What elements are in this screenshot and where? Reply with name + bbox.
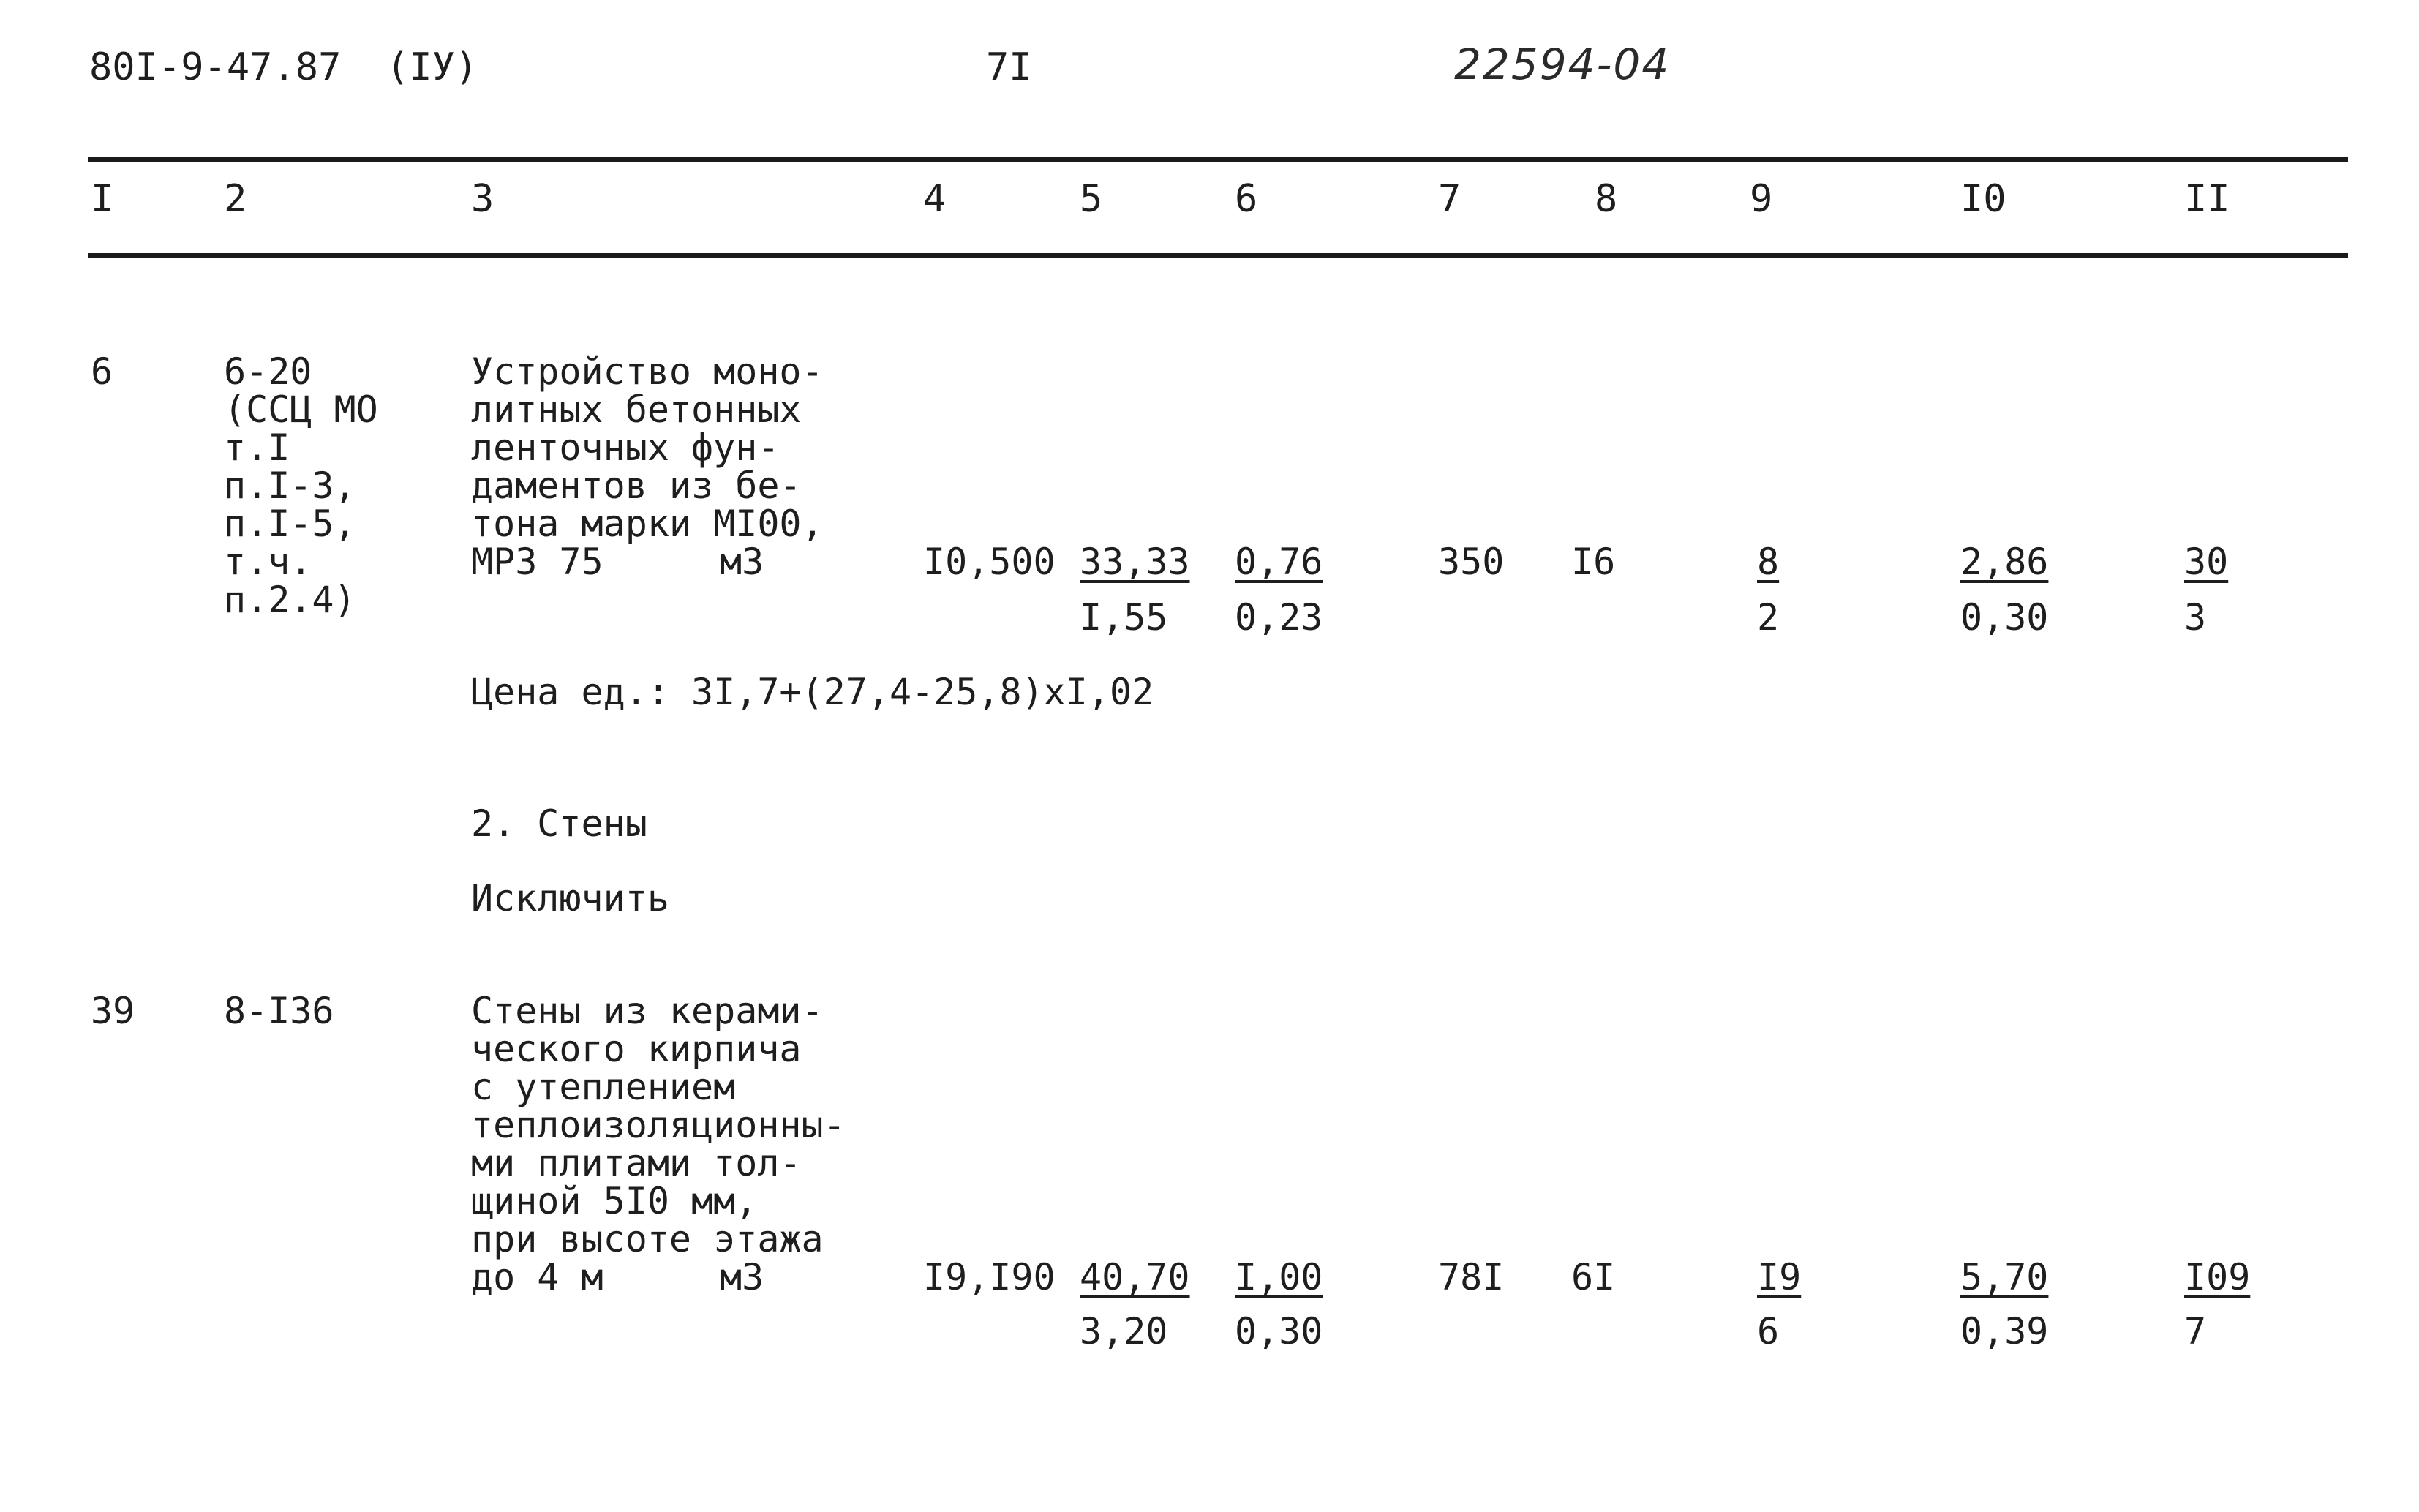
total-cost: 78I [1438, 1256, 1505, 1298]
column-number: II [2184, 177, 2230, 221]
volume-number: (IУ) [386, 45, 478, 89]
page-number: 7I [986, 45, 1032, 89]
unit: м3 [720, 541, 764, 583]
labor-total: 30 [2184, 541, 2229, 583]
quantity: I9,I90 [923, 1256, 1056, 1298]
total-cost: 350 [1438, 541, 1505, 583]
unit-cost-wages: I,55 [1080, 596, 1168, 639]
column-number: 6 [1235, 177, 1258, 221]
section-action: Исключить [471, 877, 669, 919]
wages-total: 6I [1571, 1256, 1616, 1298]
machines-total: 8 [1757, 541, 1780, 583]
work-description: Устройство моно- литных бетонных ленточных фун- даментов из бе- тона марки МI00, МРЗ 75 [471, 350, 824, 583]
inventory-number: 22594-04 [1454, 40, 1671, 89]
wages-total: I6 [1571, 541, 1616, 583]
machine-wages: 0,30 [1235, 1310, 1323, 1353]
machines-wages-total: 6 [1757, 1310, 1780, 1353]
labor-total: I09 [2184, 1256, 2251, 1298]
labor-total-machinists: 7 [2184, 1310, 2207, 1353]
header-bottom-rule [88, 253, 2348, 258]
machine-wages: 0,23 [1235, 596, 1323, 639]
column-number: 3 [471, 177, 494, 221]
column-number: I [91, 177, 114, 221]
unit-cost-total: 33,33 [1080, 541, 1190, 583]
labor-unit-machinists: 0,39 [1960, 1310, 2049, 1353]
column-number: 2 [224, 177, 247, 221]
unit-cost-total: 40,70 [1080, 1256, 1190, 1298]
machine-cost: I,00 [1235, 1256, 1323, 1298]
norm-reference: 8-I36 [224, 990, 334, 1032]
labor-unit: 2,86 [1960, 541, 2049, 583]
labor-unit-machinists: 0,30 [1960, 596, 2049, 639]
section-title: 2. Стены [471, 802, 647, 845]
row-number: 6 [91, 350, 113, 393]
machines-total: I9 [1757, 1256, 1802, 1298]
unit-cost-wages: 3,20 [1080, 1310, 1168, 1353]
labor-unit: 5,70 [1960, 1256, 2049, 1298]
column-number: 9 [1750, 177, 1773, 221]
unit: м3 [720, 1256, 764, 1298]
column-number: 4 [923, 177, 947, 221]
machines-wages-total: 2 [1757, 596, 1780, 639]
quantity: I0,500 [923, 541, 1056, 583]
norm-reference: 6-20 (ССЦ МО т.I п.I-3, п.I-5, т.ч. п.2.4) [224, 350, 378, 621]
row-number: 39 [91, 990, 135, 1032]
labor-total-machinists: 3 [2184, 596, 2207, 639]
column-number: I0 [1960, 177, 2006, 221]
column-number: 8 [1595, 177, 1618, 221]
work-description: Стены из керами- ческого кирпича с утеплением теплоизоляционны- ми плитами тол- щиной 5I0 мм, при высоте этажа до 4 м [471, 990, 846, 1298]
machine-cost: 0,76 [1235, 541, 1323, 583]
document-code: 80I-9-47.87 [89, 45, 342, 89]
price-note: Цена ед.: 3I,7+(27,4-25,8)хI,02 [471, 671, 1154, 713]
top-rule [88, 157, 2348, 162]
column-number: 7 [1438, 177, 1461, 221]
column-number: 5 [1080, 177, 1103, 221]
